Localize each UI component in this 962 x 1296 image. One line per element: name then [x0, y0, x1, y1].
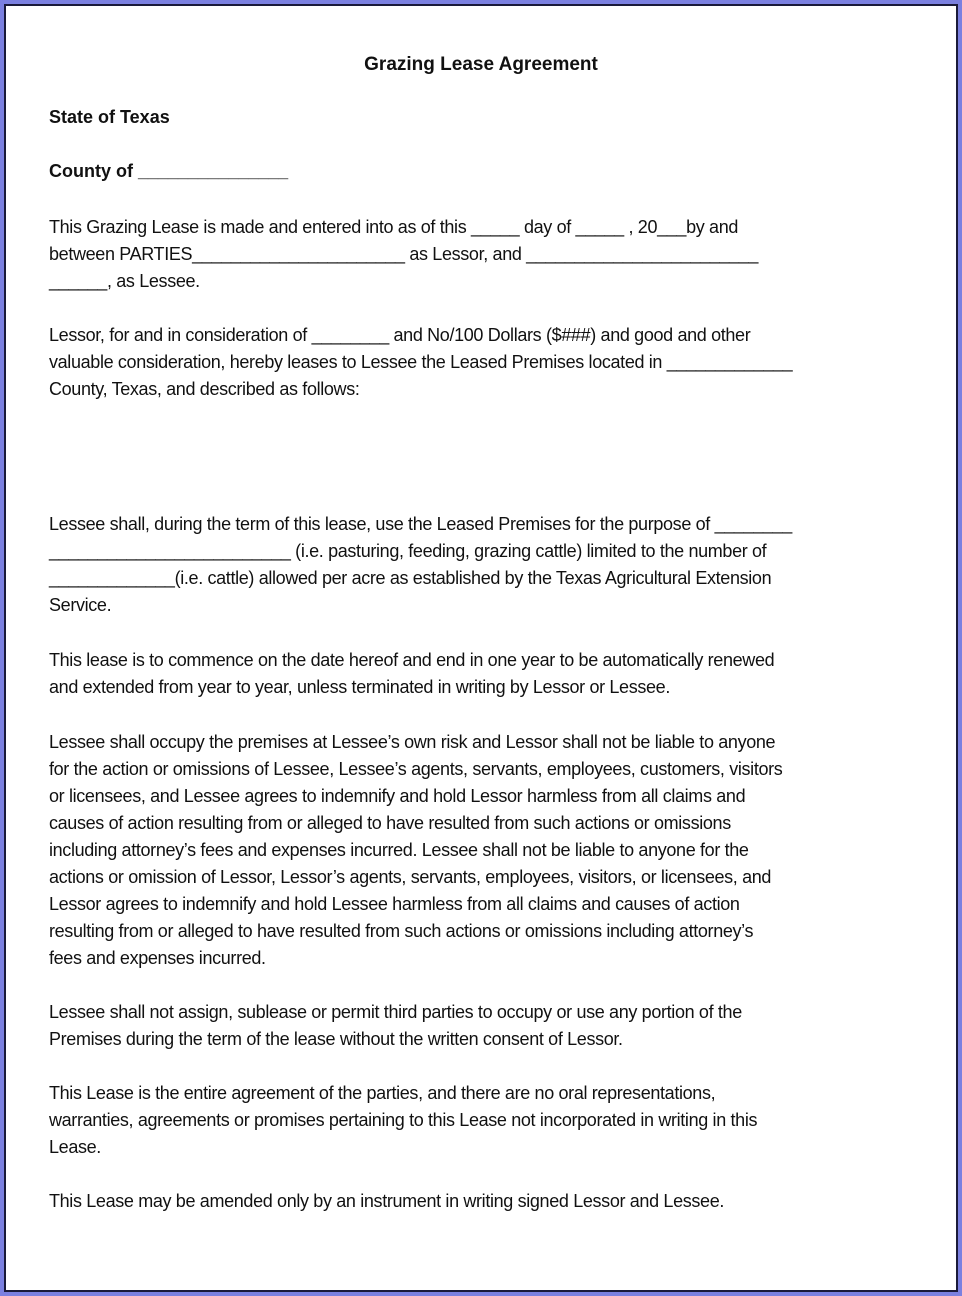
- paragraph-line: This Grazing Lease is made and entered into as of this _____ day of _____ , 20___by and: [49, 217, 739, 237]
- paragraph-line: County, Texas, and described as follows:: [49, 379, 360, 399]
- paragraph-line: This Lease may be amended only by an instrument in writing signed Lessor and Lessee.: [49, 1191, 725, 1211]
- paragraph-8: [49, 1188, 724, 1215]
- paragraph-line: ______, as Lessee.: [49, 271, 200, 291]
- paragraph-line: _____________(i.e. cattle) allowed per acre as established by the Texas Agricultural Extension: [49, 568, 772, 588]
- paragraph-1: [49, 214, 758, 295]
- paragraph-4: [49, 647, 774, 701]
- paragraph-line: causes of action resulting from or alleged to have resulted from such actions or omissions: [49, 813, 731, 833]
- paragraph-line: warranties, agreements or promises pertaining to this Lease not incorporated in writing in this: [49, 1110, 758, 1130]
- paragraph-line: Lessee shall not assign, sublease or permit third parties to occupy or use any portion of the: [49, 1002, 742, 1022]
- county-heading: County of _______________: [49, 161, 289, 181]
- paragraph-6: [49, 999, 742, 1053]
- paragraph-line: Service.: [49, 595, 112, 615]
- state-heading: State of Texas: [49, 107, 170, 127]
- paragraph-line: Premises during the term of the lease without the written consent of Lessor.: [49, 1029, 623, 1049]
- paragraph-line: Lessor agrees to indemnify and hold Lessee harmless from all claims and causes of action: [49, 894, 740, 914]
- paragraph-line: and extended from year to year, unless terminated in writing by Lessor or Lessee.: [49, 677, 670, 697]
- paragraph-line: resulting from or alleged to have resulted from such actions or omissions including attorney’s: [49, 921, 754, 941]
- document-page: [4, 4, 958, 1292]
- paragraph-3: [49, 511, 792, 619]
- paragraph-line: Lessee shall occupy the premises at Lessee’s own risk and Lessor shall not be liable to anyone: [49, 732, 776, 752]
- paragraph-line: between PARTIES______________________ as Lessor, and ________________________: [49, 244, 759, 264]
- paragraph-line: or licensees, and Lessee agrees to indemnify and hold Lessor harmless from all claims and: [49, 786, 746, 806]
- paragraph-7: [49, 1080, 757, 1161]
- paragraph-line: including attorney’s fees and expenses incurred. Lessee shall not be liable to anyone for the: [49, 840, 749, 860]
- paragraph-2: [49, 322, 792, 403]
- paragraph-line: Lessee shall, during the term of this lease, use the Leased Premises for the purpose of ________: [49, 514, 792, 534]
- paragraph-line: valuable consideration, hereby leases to Lessee the Leased Premises located in _____________: [49, 352, 793, 372]
- paragraph-line: This lease is to commence on the date hereof and end in one year to be automatically renewed: [49, 650, 775, 670]
- paragraph-line: fees and expenses incurred.: [49, 948, 266, 968]
- paragraph-line: actions or omission of Lessor, Lessor’s agents, servants, employees, visitors, or licensees, and: [49, 867, 772, 887]
- paragraph-line: for the action or omissions of Lessee, Lessee’s agents, servants, employees, customers, visitors: [49, 759, 783, 779]
- paragraph-line: _________________________ (i.e. pasturing, feeding, grazing cattle) limited to the number of: [49, 541, 767, 561]
- paragraph-5: [49, 729, 782, 972]
- paragraph-line: This Lease is the entire agreement of the parties, and there are no oral representations,: [49, 1083, 716, 1103]
- document-title: Grazing Lease Agreement: [364, 54, 598, 75]
- paragraph-line: Lessor, for and in consideration of ________ and No/100 Dollars ($###) and good and other: [49, 325, 751, 345]
- paragraph-line: Lease.: [49, 1137, 101, 1157]
